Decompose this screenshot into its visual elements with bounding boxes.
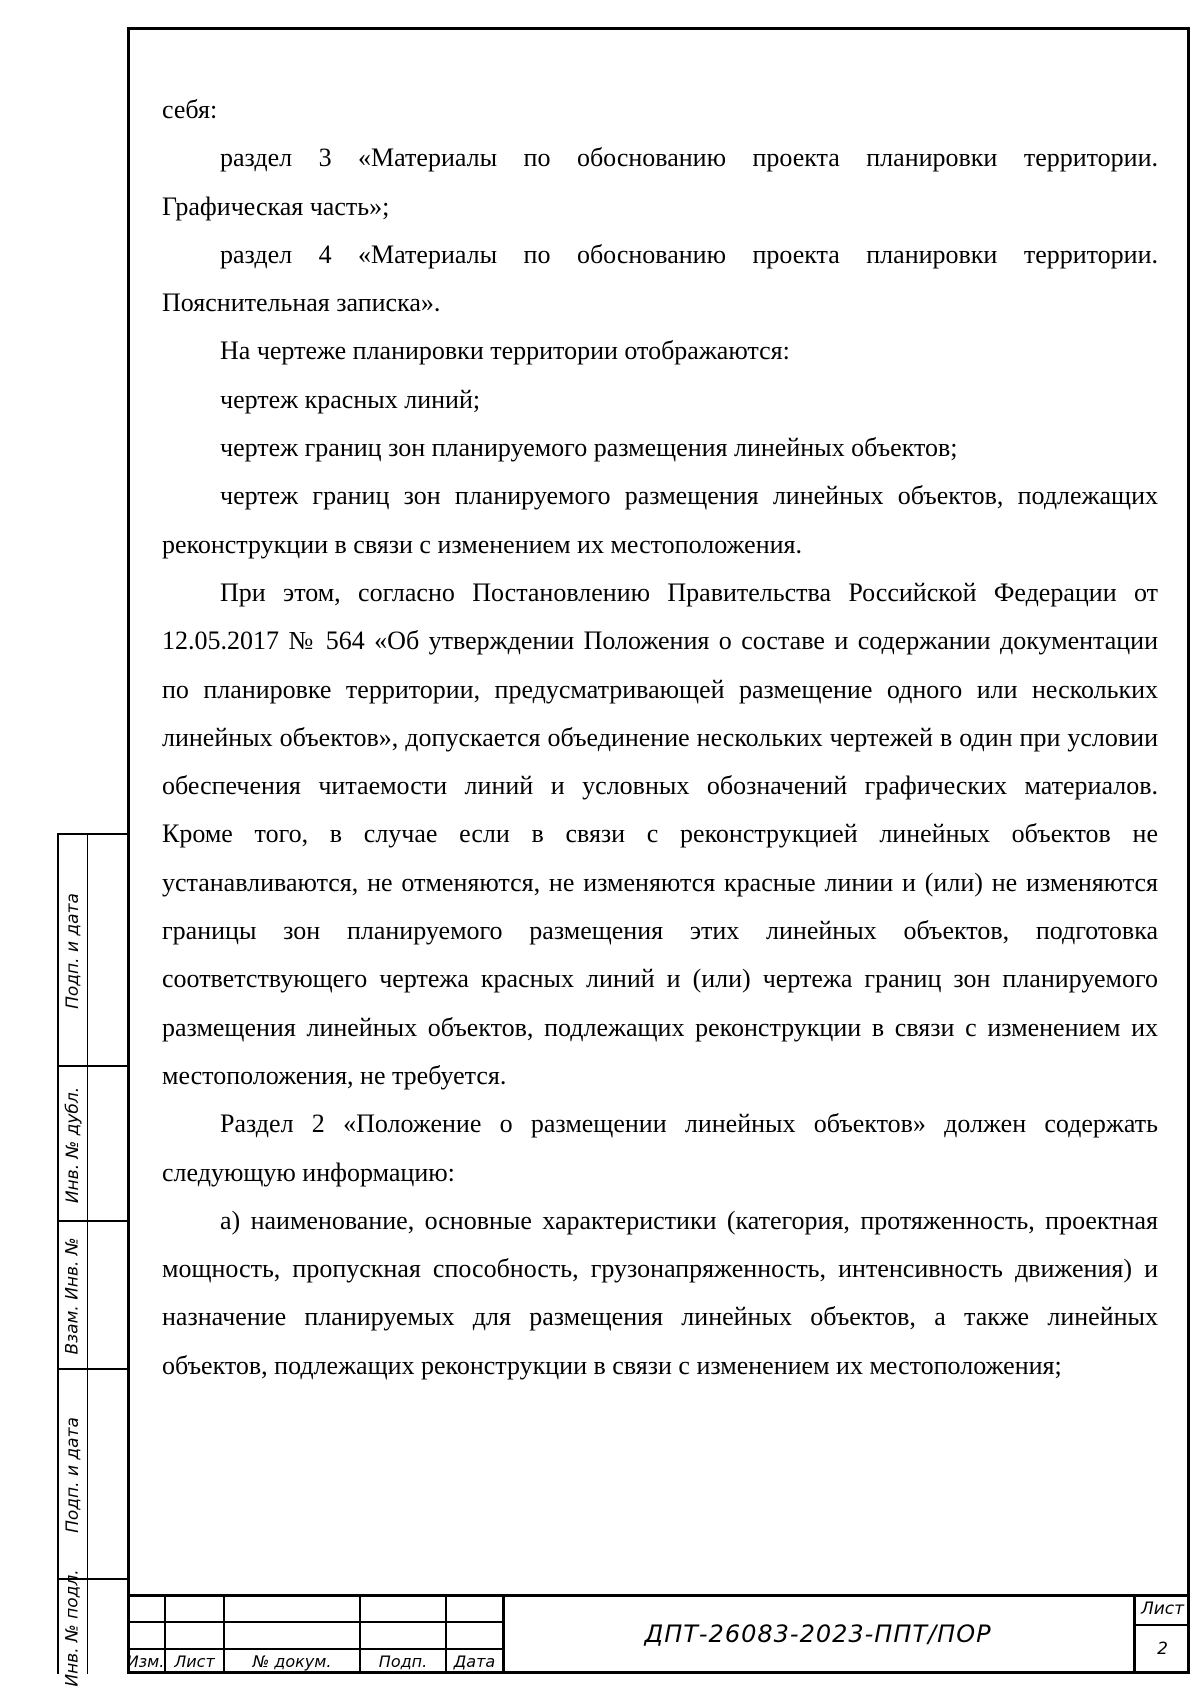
header-data: Дата — [453, 1652, 496, 1671]
label-vzam-inv: Взам. Инв. № — [63, 1237, 83, 1355]
paragraph: чертеж границ зон планируемого размещения линейных объектов; — [220, 433, 958, 463]
strip-label — [59, 1222, 87, 1370]
paragraph: раздел 3 «Материалы по обоснованию проекта планировки территории. Графическая часть»; — [162, 143, 1158, 221]
paragraph: себя: — [162, 95, 218, 124]
strip-label — [59, 1569, 87, 1687]
header-dokum: № докум. — [252, 1652, 332, 1671]
strip-label — [59, 1370, 87, 1580]
document-body — [162, 86, 1158, 1390]
paragraph: чертеж границ зон планируемого размещения линейных объектов, подлежащих реконструкции в связи с изменением их местоположения. — [162, 481, 1158, 559]
paragraph: а) наименование, основные характеристики (категория, протяженность, проектная мощность, пропускная способность, грузонапряженность, интенсивность движения) и назначение планируемых для размещения линейных объектов, а также линейных объектов, подлежащих реконструкции в связи с изменением их местоположения; — [162, 1205, 1158, 1380]
label-inv-dubl: Инв. № дубл. — [63, 1086, 83, 1203]
paragraph: На чертеже планировки территории отображаются: — [220, 336, 790, 366]
label-podp-data-1: Подп. и дата — [63, 893, 83, 1009]
paragraph: Раздел 2 «Положение о размещении линейных объектов» должен содержать следующую информацию: — [162, 1109, 1158, 1187]
side-approval-strip — [57, 833, 127, 1687]
sheet-number: 2 — [1157, 1639, 1168, 1659]
header-podp: Подп. — [378, 1652, 428, 1671]
label-podp-data-2: Подп. и дата — [63, 1417, 83, 1533]
header-izm: Изм. — [126, 1652, 165, 1671]
sheet-label: Лист — [1140, 1599, 1185, 1619]
paragraph: раздел 4 «Материалы по обоснованию проекта планировки территории. Пояснительная записка». — [162, 239, 1158, 318]
header-list: Лист — [174, 1652, 215, 1671]
strip-label — [59, 835, 87, 1067]
paragraph: При этом, согласно Постановлению Правительства Российской Федерации от 12.05.2017 № 564 «Об утверждении Положения о составе и содержании документации по планировке территории, предусматривающей размещение одного или нескольких линейных объектов», допускается объединение нескольких чертежей в один при условии обеспечения читаемости линий и условных обозначений графических материалов. Кроме того, в случае если в связи с реконструкцией линейных объектов не устанавливаются, не отменяются, не изменяются красные линии и (или) не изменяются границы зон планируемого размещения этих линейных объектов, подготовка соответствующего чертежа красных линий и (или) чертежа границ зон планируемого размещения линейных объектов, подлежащих реконструкции в связи с изменением их местоположения, не требуется. — [162, 577, 1158, 1090]
paragraph: чертеж красных линий; — [220, 384, 481, 414]
document-code: ДПТ-26083-2023-ППТ/ПОР — [644, 1620, 992, 1648]
label-inv-podl: Инв. № подл. — [63, 1569, 84, 1687]
strip-label — [59, 1067, 87, 1222]
title-block — [127, 1594, 1190, 1674]
